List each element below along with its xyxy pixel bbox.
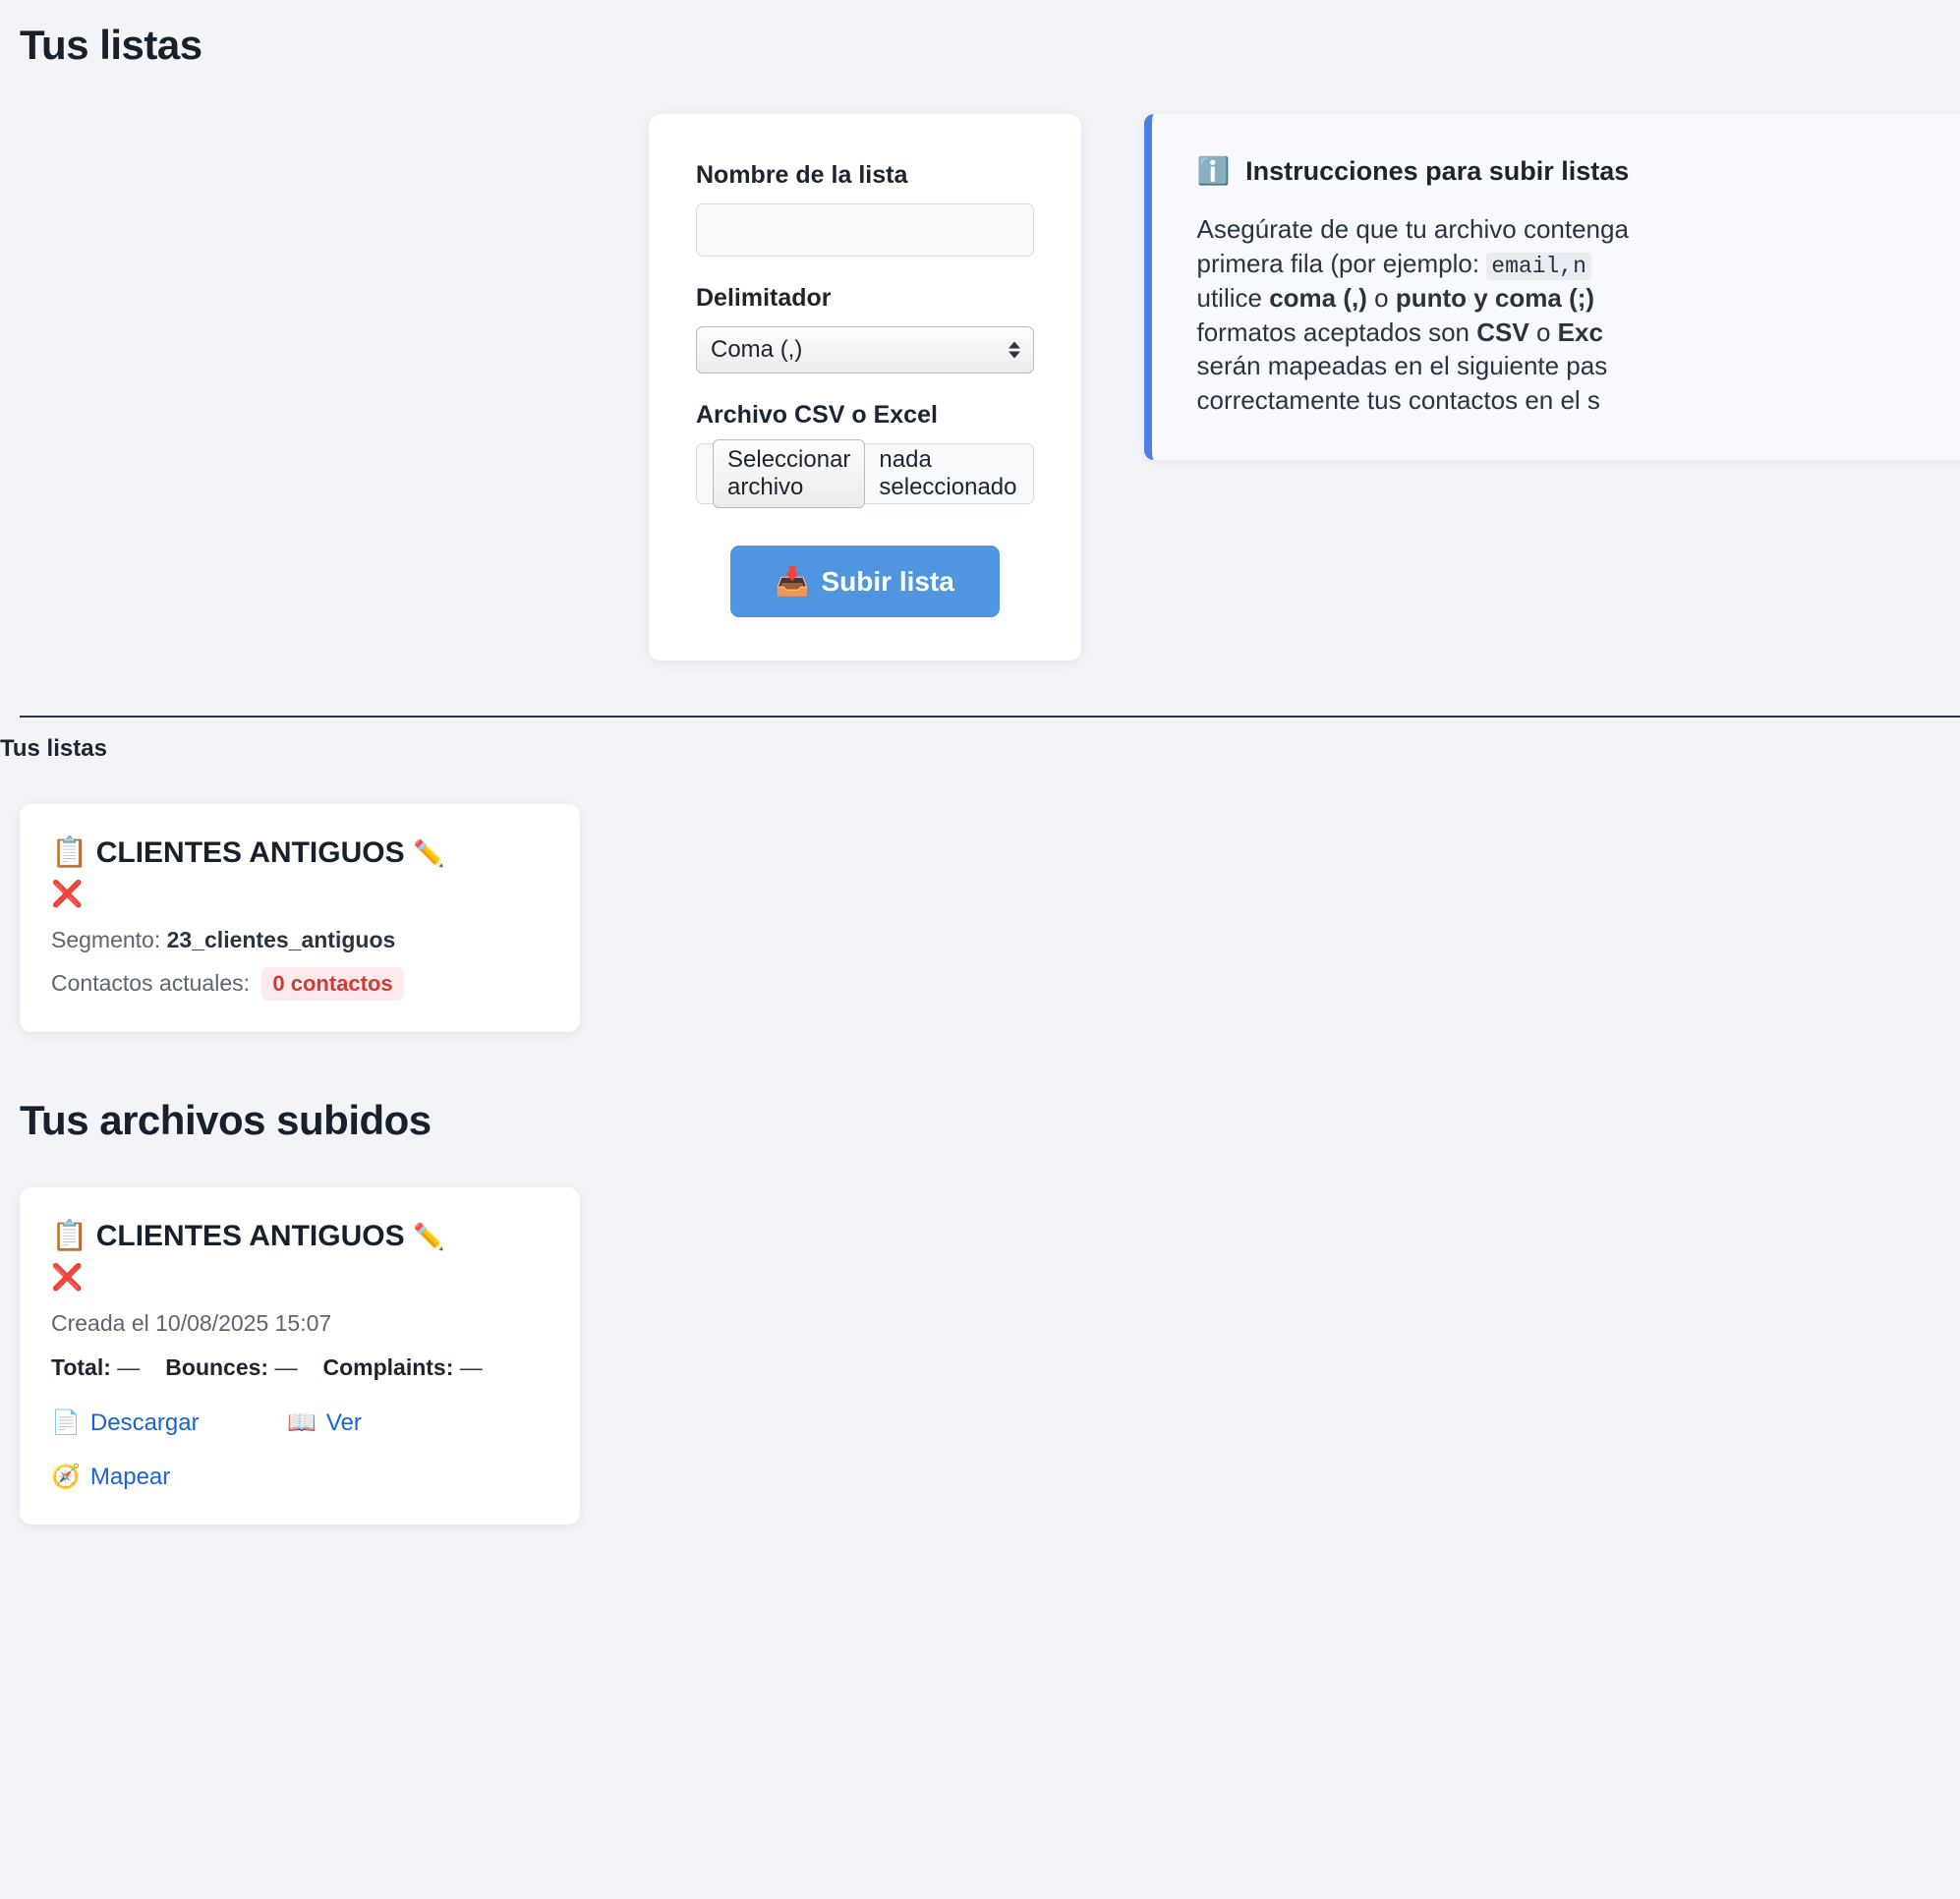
information-icon: ℹ️ (1197, 155, 1231, 187)
delimiter-select[interactable] (696, 326, 1034, 374)
instructions-bold-excel: Exc (1558, 317, 1603, 347)
file-complaints-label: Complaints: (322, 1354, 453, 1380)
upload-form-card (649, 114, 1081, 661)
instructions-code: email,n (1486, 253, 1591, 280)
instructions-title (1197, 155, 1960, 187)
instructions-bold-semicolon: punto y coma (;) (1396, 283, 1594, 313)
submit-row (696, 546, 1034, 617)
file-bounces-label: Bounces: (165, 1354, 268, 1380)
map-link-label: Mapear (90, 1464, 170, 1491)
file-total-label: Total: (51, 1354, 111, 1380)
list-contacts-label: Contactos actuales: (51, 970, 250, 996)
list-name-label: Nombre de la lista (696, 161, 1034, 190)
page-root (0, 22, 1960, 1564)
instructions-or-1: o (1374, 283, 1388, 313)
list-name: CLIENTES ANTIGUOS (96, 836, 405, 869)
file-label: Archivo CSV o Excel (696, 401, 1034, 430)
list-segment-label: Segmento: (51, 927, 160, 952)
download-link-label: Descargar (90, 1410, 200, 1437)
open-book-icon: 📖 (287, 1409, 317, 1437)
file-created-date: Creada el 10/08/2025 15:07 (51, 1310, 548, 1337)
file-complaints (322, 1354, 482, 1381)
compass-icon: 🧭 (51, 1463, 81, 1491)
upload-list-button[interactable] (730, 546, 1000, 617)
instructions-body (1197, 212, 1960, 417)
map-link[interactable] (51, 1463, 548, 1491)
choose-file-button[interactable]: Seleccionar archivo (713, 439, 865, 508)
instructions-line-5: serán mapeadas en el siguiente pas (1197, 351, 1608, 380)
view-link-label: Ver (326, 1410, 362, 1437)
list-item (20, 804, 580, 1032)
instructions-or-2: o (1536, 317, 1550, 347)
view-link[interactable] (287, 1409, 523, 1437)
list-segment-line (51, 927, 548, 953)
file-input-row[interactable] (696, 443, 1034, 504)
file-item (20, 1187, 580, 1525)
file-card-header (51, 1217, 548, 1296)
list-card-header (51, 834, 548, 913)
file-complaints-value: — (460, 1354, 483, 1380)
page-title: Tus listas (20, 22, 1960, 69)
section-divider (20, 716, 1960, 718)
status-badge: 0 contactos (261, 967, 403, 1001)
instructions-bold-csv: CSV (1476, 317, 1528, 347)
instructions-line-2: primera fila (por ejemplo: (1197, 249, 1480, 278)
inbox-tray-icon: 📥 (776, 565, 810, 598)
files-section-title: Tus archivos subidos (20, 1097, 1960, 1144)
list-segment-value: 23_clientes_antiguos (167, 927, 396, 952)
select-stepper-icon (1009, 342, 1020, 359)
upload-list-button-label: Subir lista (822, 566, 954, 598)
instructions-line-3: utilice (1197, 283, 1262, 313)
pencil-icon[interactable]: ✏️ (413, 838, 444, 868)
upload-row (0, 114, 1960, 661)
download-link[interactable] (51, 1409, 287, 1437)
clipboard-icon: 📋 (51, 836, 87, 869)
file-total (51, 1354, 140, 1381)
pencil-icon[interactable]: ✏️ (413, 1222, 444, 1251)
file-total-value: — (117, 1354, 140, 1380)
list-contacts-line (51, 967, 548, 1001)
file-stats (51, 1354, 548, 1381)
cross-mark-icon[interactable]: ❌ (51, 1262, 83, 1292)
instructions-line-4: formatos aceptados son (1197, 317, 1470, 347)
instructions-panel (1144, 114, 1960, 460)
instructions-title-text: Instrucciones para subir listas (1245, 156, 1629, 187)
file-name: CLIENTES ANTIGUOS (96, 1220, 405, 1252)
lists-container (20, 804, 1960, 1032)
file-actions (51, 1409, 548, 1491)
page-facing-up-icon: 📄 (51, 1409, 81, 1437)
cross-mark-icon[interactable]: ❌ (51, 879, 83, 908)
instructions-line-6: correctamente tus contactos en el s (1197, 385, 1600, 415)
file-bounces (165, 1354, 297, 1381)
delimiter-select-value[interactable]: Coma (,) (696, 326, 1034, 374)
instructions-bold-comma: coma (,) (1269, 283, 1367, 313)
clipboard-icon: 📋 (51, 1220, 87, 1252)
list-name-input[interactable] (696, 203, 1034, 257)
lists-section-title: Tus listas (0, 735, 1960, 763)
file-status-text: nada seleccionado (879, 446, 1016, 501)
instructions-line-1: Asegúrate de que tu archivo contenga (1197, 214, 1629, 244)
file-bounces-value: — (274, 1354, 297, 1380)
delimiter-label: Delimitador (696, 284, 1034, 313)
